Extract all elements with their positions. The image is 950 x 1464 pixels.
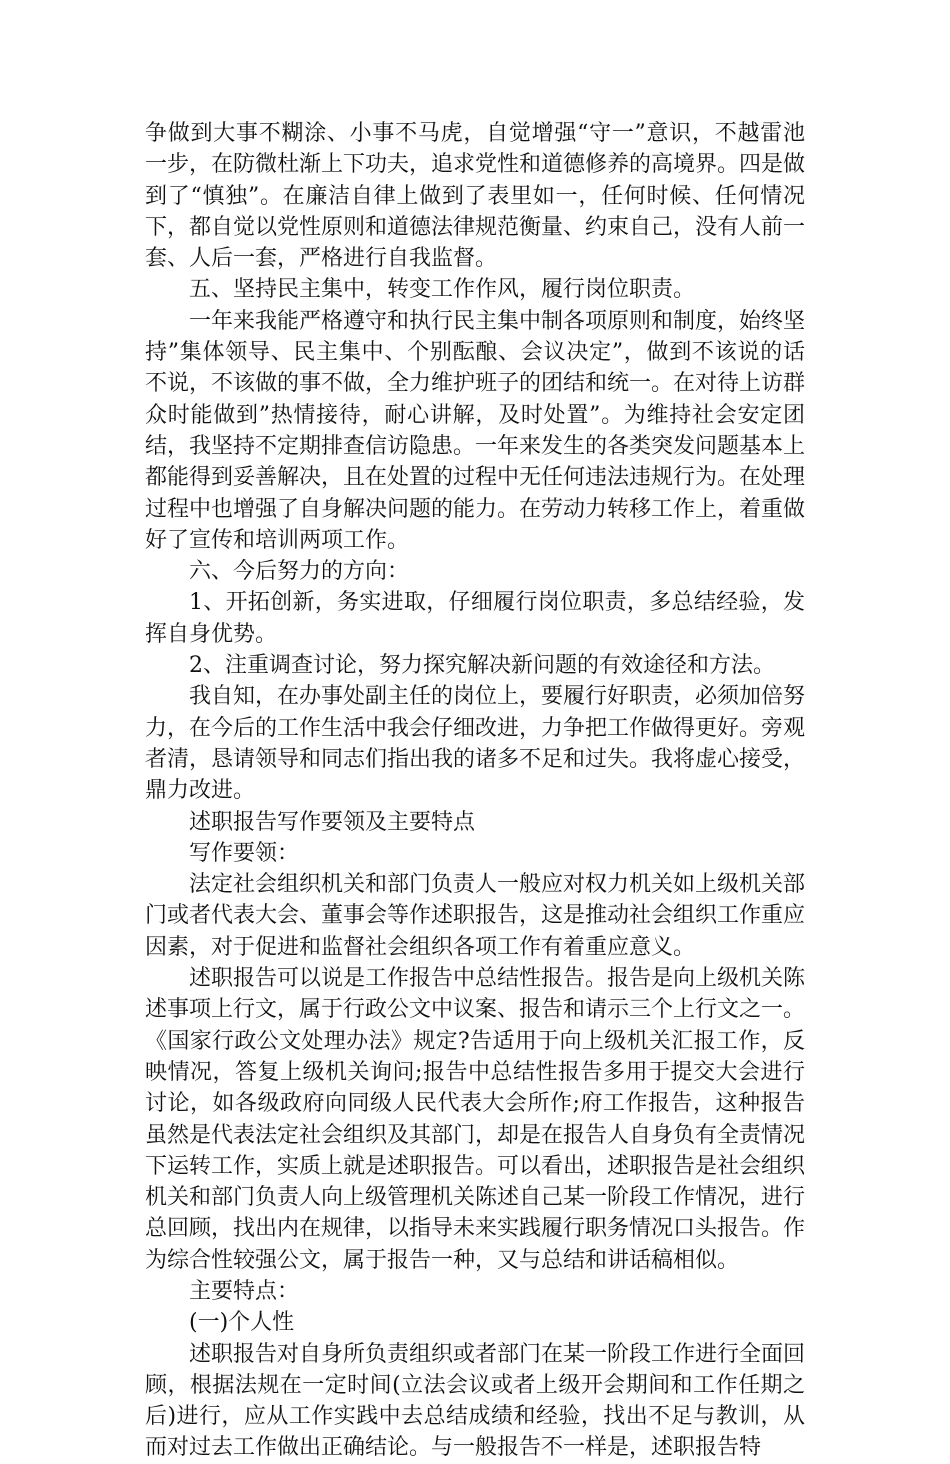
heading-writing-essentials: 写作要领： — [189, 840, 300, 866]
paragraph-11: 述职报告可以说是工作报告中总结性报告。报告是向上级机关陈述事项上行文，属于行政公文中议案、报告和请示三个上行文之一。《国家行政公文处理办法》规定?告适用于向上级机关汇报工作，反映情况，答复上级机关询问;报告中总结性报告多用于提交大会进行讨论，如各级政府向同级人民代表大会所作;府工作报告，这种报告虽然是代表法定社会组织及其部门，却是在报告人自身负有全责情况下运转工作，实质上就是述职报告。可以看出，述职报告是社会组织机关和部门负责人向上级管理机关陈述自己某一阶段工作情况，进行总回顾，找出内在规律，以指导未来实践履行职务情况口头报告。作为综合性较强公文，属于报告一种，又与总结和讲话稿相似。 — [145, 966, 806, 1273]
heading-section-six: 六、今后努力的方向： — [189, 559, 410, 585]
heading-personality: (一)个人性 — [189, 1310, 295, 1336]
paragraph-10: 法定社会组织机关和部门负责人一般应对权力机关如上级机关部门或者代表大会、董事会等作述职报告，这是推动社会组织工作重应因素，对于促进和监督社会组织各项工作有着重应意义。 — [145, 872, 806, 960]
list-item-1: 1、开拓创新，务实进取，仔细履行岗位职责，多总结经验，发挥自身优势。 — [145, 590, 805, 647]
paragraph-3: 一年来我能严格遵守和执行民主集中制各项原则和制度，始终坚持”集体领导、民主集中、个别酝酿、会议决定”，做到不该说的话不说，不该做的事不做，全力维护班子的团结和统一。在对待上访群众时能做到”热情接待，耐心讲解，及时处置”。为维持社会安定团结，我坚持不定期排查信访隐患。一年来发生的各类突发问题基本上都能得到妥善解决，且在处置的过程中无任何违法违规行为。在处理过程中也增强了自身解决问题的能力。在劳动力转移工作上，着重做好了宣传和培训两项工作。 — [145, 308, 806, 553]
list-item-2: 2、注重调查讨论，努力探究解决新问题的有效途径和方法。 — [189, 653, 775, 679]
heading-writing-guide: 述职报告写作要领及主要特点 — [189, 809, 476, 835]
document-page — [145, 118, 805, 1464]
paragraph-1: 争做到大事不糊涂、小事不马虎，自觉增强“守一”意识，不越雷池一步，在防微杜渐上下功夫，追求党性和道德修养的高境界。四是做到了“慎独”。在廉洁自律上做到了表里如一，任何时候、任何情况下，都自觉以党性原则和道德法律规范衡量、约束自己，没有人前一套、人后一套，严格进行自我监督。 — [145, 121, 806, 272]
paragraph-14: 述职报告对自身所负责组织或者部门在某一阶段工作进行全面回顾，根据法规在一定时间(立法会议或者上级开会期间和工作任期之后)进行，应从工作实践中去总结成绩和经验，找出不足与教训，从而对过去工作做出正确结论。与一般报告不一样是，述职报告特 — [145, 1341, 806, 1461]
paragraph-7: 我自知，在办事处副主任的岗位上，要履行好职责，必须加倍努力，在今后的工作生活中我会仔细改进，力争把工作做得更好。旁观者清，恳请领导和同志们指出我的诸多不足和过失。我将虚心接受，鼎力改进。 — [145, 684, 806, 804]
heading-main-features: 主要特点： — [189, 1278, 300, 1304]
heading-section-five: 五、坚持民主集中，转变工作作风，履行岗位职责。 — [189, 277, 696, 303]
